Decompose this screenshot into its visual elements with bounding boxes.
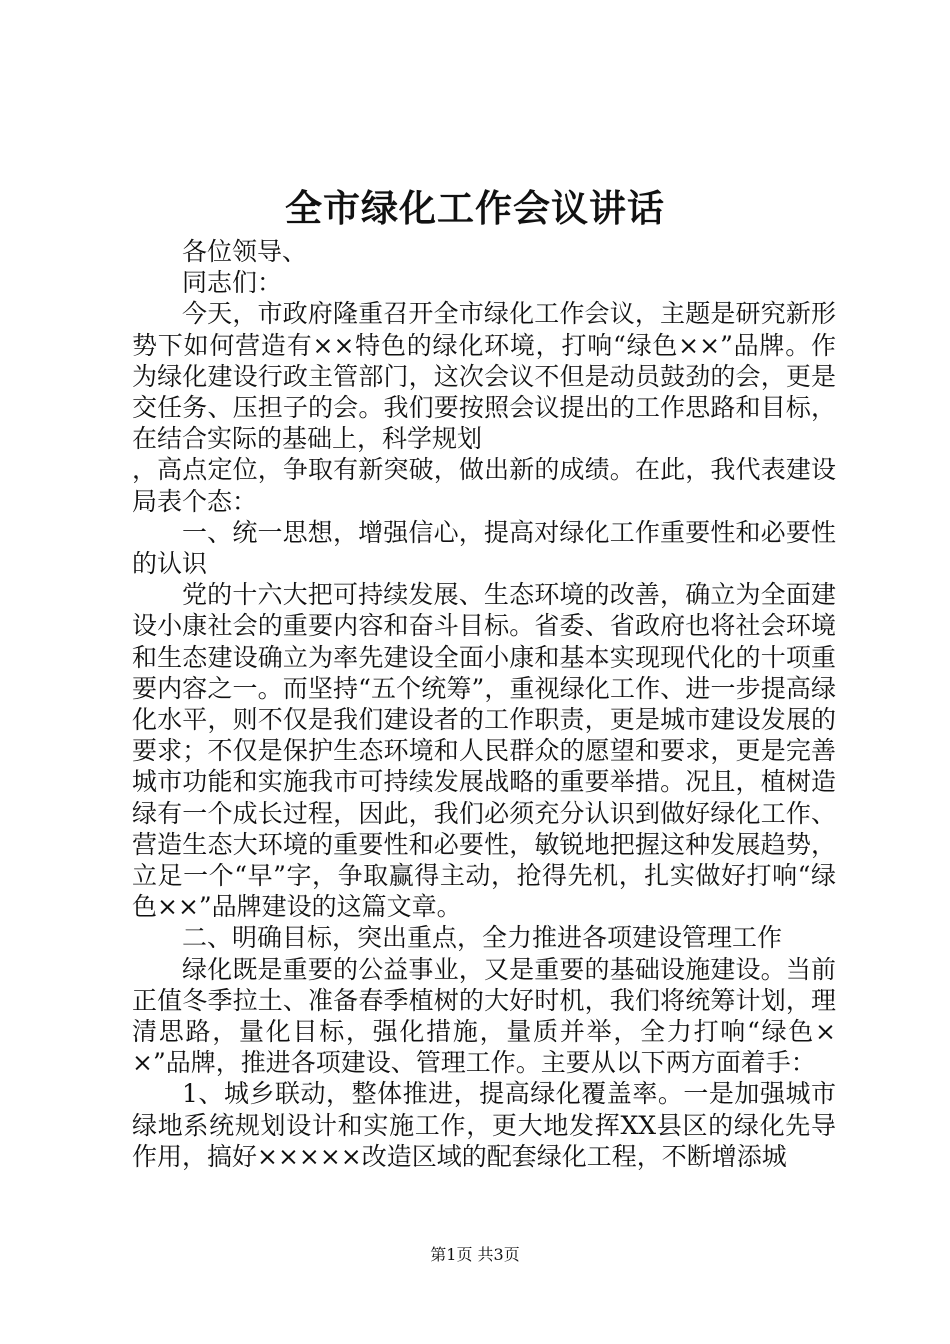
page-number-footer: 第1页 共3页 (430, 1245, 520, 1264)
salutation-line-2: 同志们： (182, 268, 283, 298)
document-body (132, 236, 836, 1172)
document-title: 全市绿化工作会议讲话 (285, 186, 665, 230)
section-heading-1: 一、统一思想，增强信心，提高对绿化工作重要性和必要性的认识 (132, 517, 836, 579)
paragraph-section-2: 绿化既是重要的公益事业，又是重要的基础设施建设。当前正值冬季拉土、准备春季植树的大好时机，我们将统筹计划，理清思路，量化目标，强化措施，量质并举，全力打响“绿色××”品牌，推进各项建设、管理工作。主要从以下两方面着手： (132, 954, 836, 1078)
section-heading-2: 二、明确目标，突出重点，全力推进各项建设管理工作 (182, 923, 783, 953)
paragraph-item-1: 1、城乡联动，整体推进，提高绿化覆盖率。一是加强城市绿地系统规划设计和实施工作，更大地发挥XX县区的绿化先导作用，搞好×××××改造区域的配套绿化工程，不断增添城 (132, 1079, 836, 1171)
paragraph-section-1: 党的十六大把可持续发展、生态环境的改善，确立为全面建设小康社会的重要内容和奋斗目标。省委、省政府也将社会环境和生态建设确立为率先建设全面小康和基本实现现代化的十项重要内容之一。而坚持“五个统筹”，重视绿化工作、进一步提高绿化水平，则不仅是我们建设者的工作职责，更是城市建设发展的要求；不仅是保护生态环境和人民群众的愿望和要求，更是完善城市功能和实施我市可持续发展战略的重要举措。况且，植树造绿有一个成长过程，因此，我们必须充分认识到做好绿化工作、营造生态大环境的重要性和必要性，敏锐地把握这种发展趋势，立足一个“早”字，争取赢得主动，抢得先机，扎实做好打响“绿色××”品牌建设的这篇文章。 (132, 580, 836, 922)
salutation-line-1: 各位领导、 (182, 237, 308, 266)
paragraph-intro: 今天，市政府隆重召开全市绿化工作会议，主题是研究新形势下如何营造有××特色的绿化环境，打响“绿色××”品牌。作为绿化建设行政主管部门，这次会议不但是动员鼓劲的会，更是交任务、压担子的会。我们要按照会议提出的工作思路和目标，在结合实际的基础上，科学规划 (132, 299, 836, 454)
paragraph-intro-continued: ，高点定位，争取有新突破，做出新的成绩。在此，我代表建设局表个态： (132, 455, 836, 516)
